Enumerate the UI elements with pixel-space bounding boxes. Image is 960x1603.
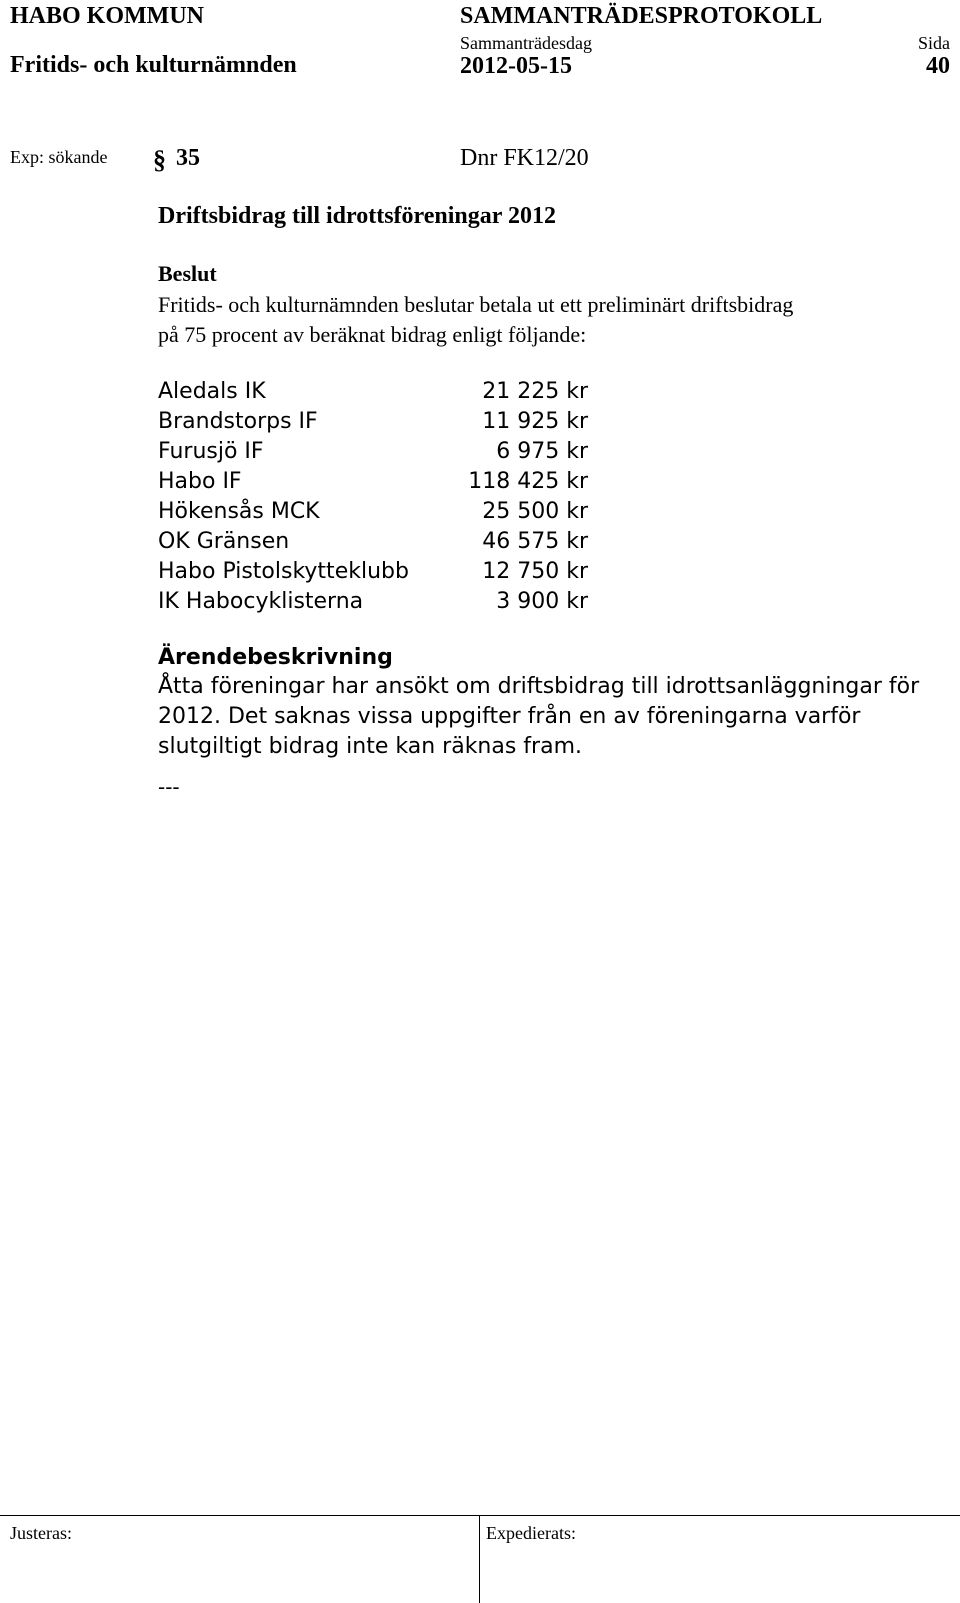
grant-amount: 25 500 kr — [482, 499, 588, 524]
list-item — [158, 439, 598, 469]
grant-recipient: Habo IF — [158, 469, 242, 494]
grant-recipient: Aledals IK — [158, 379, 266, 404]
list-item — [158, 469, 598, 499]
section-sign-icon: § — [153, 145, 166, 174]
grant-recipient: Habo Pistolskytteklubb — [158, 559, 409, 584]
grant-amount: 12 750 kr — [482, 559, 588, 584]
list-item — [158, 589, 598, 619]
paragraph-number: 35 — [176, 145, 200, 171]
grant-recipient: Furusjö IF — [158, 439, 264, 464]
meeting-date-label: Sammanträdesdag — [460, 33, 592, 53]
list-item — [158, 559, 598, 589]
description-line-1: Åtta föreningar har ansökt om driftsbidrag till idrottsanläggningar för — [158, 674, 920, 699]
paragraph-title: Driftsbidrag till idrottsföreningar 2012 — [158, 203, 556, 229]
grant-recipient: Brandstorps IF — [158, 409, 318, 434]
decision-heading: Beslut — [158, 261, 217, 286]
footer-divider — [479, 1515, 480, 1603]
decision-line-2: på 75 procent av beräknat bidrag enligt följande: — [158, 322, 587, 347]
justeras-label: Justeras: — [10, 1523, 72, 1543]
expedition-note: Exp: sökande — [10, 147, 108, 167]
description-line-3: slutgiltigt bidrag inte kan räknas fram. — [158, 734, 583, 759]
grant-amount: 11 925 kr — [482, 409, 588, 434]
meeting-date: 2012-05-15 — [460, 53, 572, 79]
list-item — [158, 409, 598, 439]
page-label: Sida — [917, 33, 950, 53]
list-item — [158, 499, 598, 529]
organization-name: HABO KOMMUN — [10, 3, 204, 29]
end-separator: --- — [158, 775, 180, 799]
page-number: 40 — [926, 53, 950, 79]
grant-amount: 6 975 kr — [496, 439, 588, 464]
list-item — [158, 379, 598, 409]
footer-rule — [0, 1515, 960, 1516]
diary-number: Dnr FK12/20 — [460, 145, 589, 171]
expedierats-label: Expedierats: — [486, 1523, 576, 1543]
description-heading: Ärendebeskrivning — [158, 645, 393, 670]
grant-amount: 118 425 kr — [468, 469, 588, 494]
grant-recipient: Hökensås MCK — [158, 499, 320, 524]
document-type: SAMMANTRÄDESPROTOKOLL — [460, 3, 823, 29]
decision-line-1: Fritids- och kulturnämnden beslutar betala ut ett preliminärt driftsbidrag — [158, 292, 794, 317]
committee-name: Fritids- och kulturnämnden — [10, 52, 297, 78]
list-item — [158, 529, 598, 559]
grant-amount: 46 575 kr — [482, 529, 588, 554]
grant-recipient: OK Gränsen — [158, 529, 290, 554]
grant-amount: 3 900 kr — [496, 589, 588, 614]
description-line-2: 2012. Det saknas vissa uppgifter från en av föreningarna varför — [158, 704, 861, 729]
grant-recipient: IK Habocyklisterna — [158, 589, 364, 614]
grant-amount: 21 225 kr — [482, 379, 588, 404]
grant-list — [158, 379, 598, 619]
